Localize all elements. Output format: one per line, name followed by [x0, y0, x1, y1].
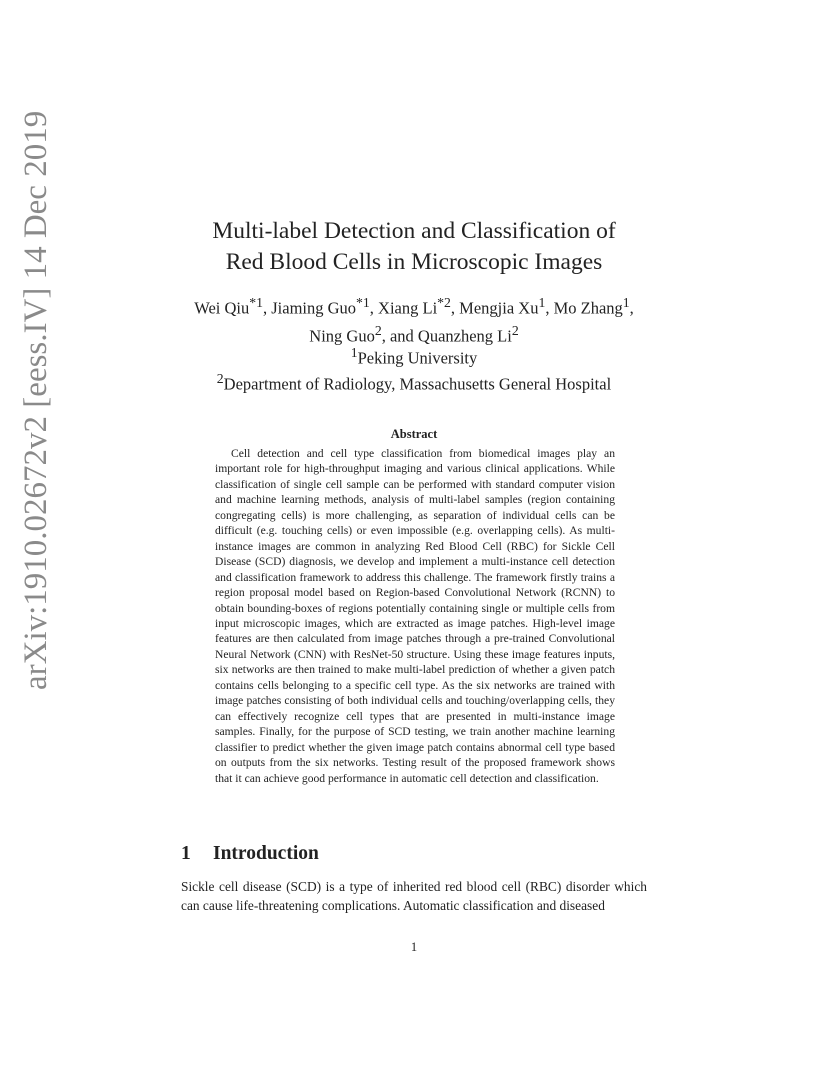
abstract-body: Cell detection and cell type classification from biomedical images play an important role for high-throughput imaging and various clinical applications. While classification of single cell sample can be performed with standard computer vision and machine learning methods, analysis of multi-label samples (region containing congregating cells) is more challenging, as separation of individual cells can be difficult (e.g. touching cells) or even impossible (e.g. overlapping cells). As multi-instance images are common in analyzing Red Blood Cell (RBC) for Sickle Cell Disease (SCD) diagnosis, we develop and implement a multi-instance cell detection and classification framework to address this challenge. The framework firstly trains a region proposal model based on Region-based Convolutional Network (RCNN) to obtain bounding-boxes of regions potentially containing single or multiple cells from input microscopic images, which are extracted as image patches. High-level image features are then calculated from image patches through a pre-trained Convolutional Neural Network (CNN) with ResNet-50 structure. Using these image features inputs, six networks are then trained to make multi-label prediction of whether a given patch contains cells belonging to a specific cell type. As the six networks are trained with image patches consisting of both individual cells and touching/overlapping cells, they can effectively recognize cell types that are presented in multi-instance image samples. Finally, for the purpose of SCD testing, we train another machine learning classifier to predict whether the given image patch contains abnormal cell type based on outputs from the six networks. Testing result of the proposed framework shows that it can achieve good performance in automatic cell detection and classification. [215, 447, 615, 785]
author-affiliation-mark: 1 [622, 295, 630, 310]
arxiv-identifier-stamp: arXiv:1910.02672v2 [eess.IV] 14 Dec 2019 [18, 110, 54, 690]
title-line-2: Red Blood Cells in Microscopic Images [225, 249, 603, 275]
author-name: and Quanzheng Li [389, 326, 512, 345]
author-list [150, 292, 678, 347]
author-name: Xiang Li [378, 298, 438, 318]
section-number: 1 [181, 843, 191, 864]
affiliation: $^1$Peking University [350, 345, 478, 368]
title-line-1: Multi-label Detection and Classification of [212, 218, 616, 244]
section-title: Introduction [213, 843, 319, 864]
author-affiliation-mark: *1 [356, 295, 370, 310]
author-affiliation-mark: 2 [511, 322, 519, 338]
paper-title [150, 216, 678, 278]
author-line-1: Wei Qiu$^{*1}$, Jiaming Guo$^{*1}$, Xiang Li$^{*2}$, Mengjia Xu$^1$, Mo Zhang$^1$, [194, 295, 634, 318]
author-affiliation-mark: *2 [437, 295, 451, 310]
author-name: Jiaming Guo [271, 298, 357, 318]
author-name: Ning Guo [309, 326, 375, 345]
section-body-text: Sickle cell disease (SCD) is a type of inherited red blood cell (RBC) disorder which can cause life-threatening complications. Automatic classification and diseased [181, 879, 647, 913]
author-name: Mengjia Xu [459, 298, 539, 318]
author-name: Wei Qiu [194, 298, 250, 318]
page-number: 1 [410, 940, 418, 954]
author-affiliation-mark: *1 [249, 295, 263, 310]
section-heading [181, 843, 319, 865]
affiliation: $^2$Department of Radiology, Massachusetts General Hospital [216, 370, 612, 393]
author-line-2: Ning Guo$^2$, and Quanzheng Li$^2$ [309, 322, 519, 345]
author-affiliation-mark: 1 [538, 295, 546, 310]
abstract-heading: Abstract [390, 427, 438, 441]
affiliation-list [150, 343, 678, 394]
author-affiliation-mark: 2 [374, 322, 382, 338]
author-name: Mo Zhang [553, 298, 623, 318]
